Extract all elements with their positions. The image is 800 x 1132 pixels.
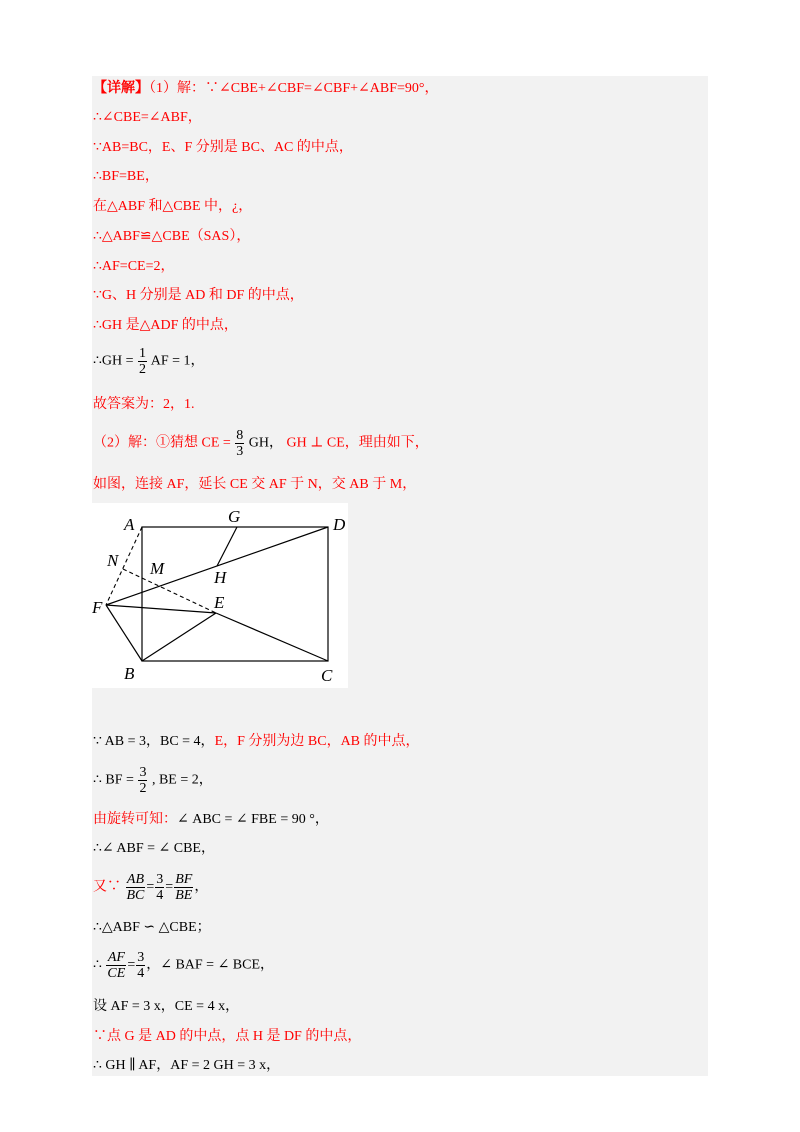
line-10-post: AF = 1， — [150, 353, 205, 369]
line-15-pre: ∴ BF = — [93, 772, 134, 788]
line-16-b: ∠ ABC = ∠ FBE = 90 °， — [177, 812, 329, 827]
detail-tag: 【详解】 — [93, 81, 149, 96]
line-12 — [93, 428, 429, 459]
geometry-figure — [92, 503, 348, 688]
line-14-b: E，F 分别为边 BC，AB 的中点， — [214, 734, 420, 749]
line-22: ∵点 G 是 AD 的中点，点 H 是 DF 的中点， — [93, 1029, 362, 1044]
line-20-pre: ∴ — [93, 957, 102, 973]
line-1-text: （1）解：∵∠CBE+∠CBF=∠CBF+∠ABF=90°， — [149, 81, 439, 96]
fraction-three-quarters-2 — [136, 950, 145, 981]
label-a: A — [124, 515, 135, 534]
frac-num: 3 — [156, 872, 164, 887]
segment-fe — [106, 605, 216, 613]
frac-num: BF — [175, 872, 193, 887]
line-13: 如图，连接 AF，延长 CE 交 AF 于 N，交 AB 于 M， — [93, 477, 417, 492]
line-3: ∵AB=BC，E、F 分别是 BC、AC 的中点， — [93, 140, 353, 155]
frac-den: 2 — [139, 362, 147, 377]
line-14-a: ∵ AB = 3，BC = 4， — [93, 734, 215, 749]
fraction-bf-be — [174, 872, 193, 903]
line-4: ∴BF=BE， — [93, 169, 159, 184]
rectangle-abcd — [142, 527, 328, 661]
line-10 — [93, 346, 205, 377]
line-14 — [93, 733, 420, 751]
label-m: M — [150, 559, 165, 578]
line-11: 故答案为：2，1. — [93, 397, 195, 412]
label-n: N — [107, 551, 119, 570]
fraction-ab-bc — [126, 872, 146, 903]
line-5: 在△ABF 和△CBE 中，¿， — [93, 199, 253, 214]
line-10-pre: ∴GH = — [93, 353, 134, 369]
fraction-three-quarters — [155, 872, 164, 903]
line-8: ∵G、H 分别是 AD 和 DF 的中点， — [93, 288, 304, 303]
frac-den: 4 — [156, 888, 164, 903]
line-20-post: ，∠ BAF = ∠ BCE， — [146, 957, 275, 973]
frac-den: CE — [107, 966, 126, 981]
fraction-three-halves — [138, 765, 147, 796]
line-23: ∴ GH ∥ AF，AF = 2 GH = 3 x， — [93, 1058, 281, 1073]
label-b: B — [124, 664, 135, 683]
geometry-svg — [92, 503, 348, 688]
frac-num: AF — [107, 950, 125, 965]
line-2: ∴∠CBE=∠ABF， — [93, 110, 202, 125]
line-7: ∴AF=CE=2， — [93, 259, 175, 274]
label-d: D — [333, 515, 346, 534]
line-12-pre: （2）解：①猜想 CE = — [93, 435, 231, 451]
line-18-pre: 又∵ — [93, 879, 121, 895]
frac-num: 8 — [236, 428, 244, 443]
label-g: G — [228, 507, 241, 526]
line-12-mid: GH， — [248, 435, 284, 451]
label-f: F — [92, 598, 103, 617]
line-20: ∴ $\frac{AF}{CE}$ = $\frac{3}{4}$ ，∠ BAF = ∠ BCE， — [93, 950, 275, 981]
label-c: C — [321, 666, 333, 685]
frac-num: 1 — [139, 346, 147, 361]
line-19: ∴△ABF ∽ △CBE； — [93, 920, 211, 935]
line-15-post: , BE = 2， — [151, 772, 213, 788]
line-17: ∴∠ ABF = ∠ CBE， — [93, 841, 215, 856]
line-15 — [93, 765, 213, 796]
line-9: ∴GH 是△ADF 的中点， — [93, 318, 238, 333]
label-e: E — [214, 593, 225, 612]
line-18: 又∵ $\frac{AB}{BC}$ = $\frac{3}{4}$ = $\frac{BF}{BE}$ ， — [93, 872, 209, 903]
frac-den: 2 — [139, 781, 147, 796]
frac-den: 4 — [137, 966, 145, 981]
segment-fb — [106, 605, 142, 661]
line-21: 设 AF = 3 x，CE = 4 x， — [93, 999, 240, 1014]
fraction-one-half — [138, 346, 147, 377]
frac-den: BE — [175, 888, 193, 903]
fraction-af-ce — [106, 950, 126, 981]
fraction-eight-thirds — [235, 428, 244, 459]
frac-den: BC — [126, 888, 145, 903]
line-16 — [93, 811, 329, 829]
frac-den: 3 — [236, 444, 244, 459]
frac-num: 3 — [137, 950, 145, 965]
segment-be — [142, 613, 216, 661]
dashed-ne — [123, 569, 216, 613]
label-h: H — [214, 568, 227, 587]
line-12-post: GH ⊥ CE，理由如下， — [286, 435, 429, 451]
frac-num: 3 — [139, 765, 147, 780]
line-18-post: ， — [194, 879, 209, 895]
line-1 — [93, 80, 439, 98]
line-16-a: 由旋转可知： — [93, 812, 177, 827]
line-6: ∴△ABF≌△CBE（SAS）， — [93, 229, 251, 244]
segment-ec — [216, 613, 328, 661]
frac-num: AB — [126, 872, 144, 887]
